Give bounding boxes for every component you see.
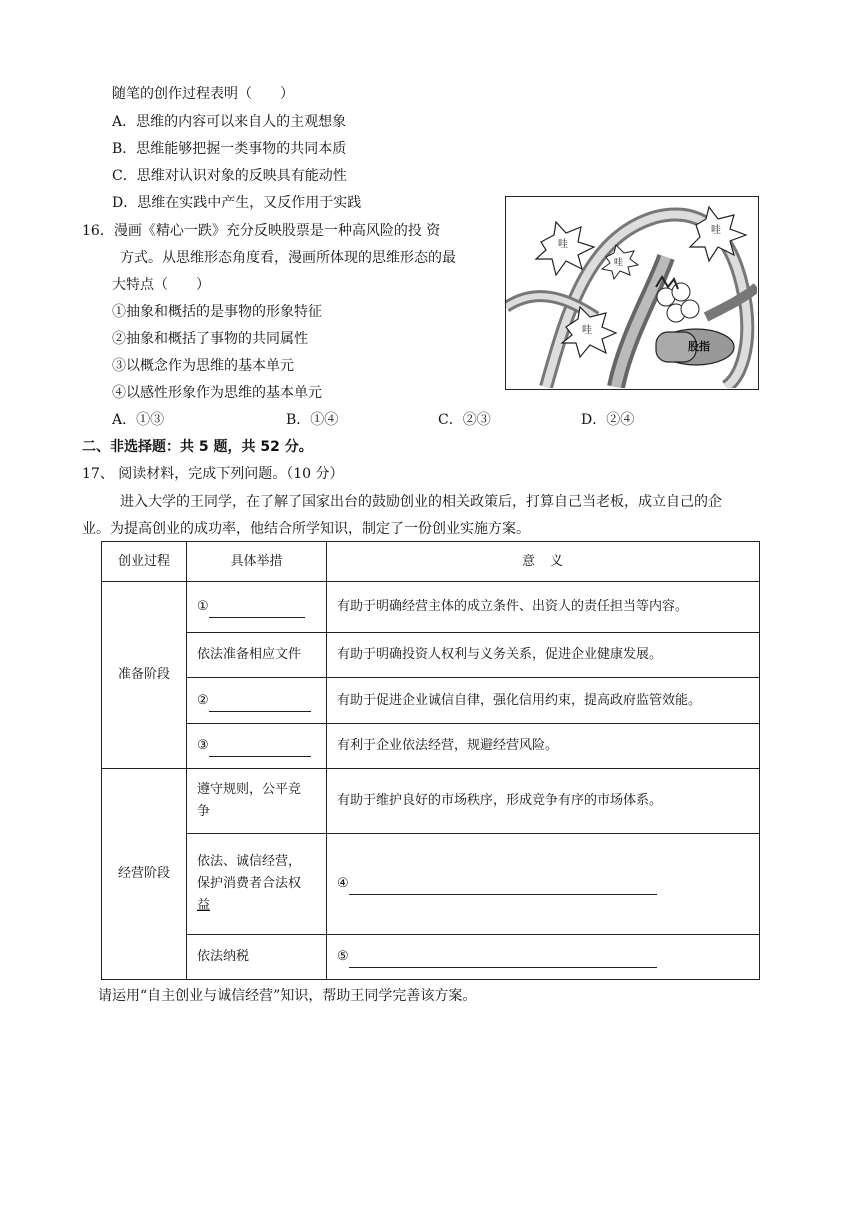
q17-prompt: 请运用“自主创业与诚信经营”知识，帮助王同学完善该方案。 (98, 988, 477, 1004)
q15-stem: 随笔的创作过程表明（ ） (112, 86, 294, 102)
q15-option-a: A．思维的内容可以来自人的主观想象 (112, 114, 347, 130)
q16-statement-1: ①抽象和概括的是事物的形象特征 (112, 304, 322, 320)
table-row (102, 935, 760, 980)
meaning-cell: 有利于企业依法经营，规避经营风险。 (327, 724, 760, 769)
roller-coaster-comic (505, 196, 759, 390)
table-row (102, 769, 760, 834)
table-header-row (102, 542, 760, 582)
meaning-cell: 有助于促进企业诚信自律，强化信用约束，提高政府监管效能。 (327, 678, 760, 724)
q17-material-line2: 业。为提高创业的成功率，他结合所学知识，制定了一份创业实施方案。 (82, 521, 530, 537)
answer-blank-3[interactable] (209, 740, 311, 757)
answer-blank-1[interactable] (209, 601, 305, 618)
header-process: 创业过程 (102, 542, 187, 582)
q16-statement-3: ③以概念作为思维的基本单元 (112, 358, 294, 374)
q16-stem-line1: 16．漫画《精心一跌》充分反映股票是一种高风险的投 资 (82, 223, 441, 239)
meaning-cell: ④ (327, 834, 760, 935)
header-meaning: 意 义 (327, 542, 760, 582)
header-measures: 具体举措 (187, 542, 327, 582)
q17-title: 17、 阅读材料，完成下列问题。（10 分） (82, 466, 344, 482)
q15-option-b: B．思维能够把握一类事物的共同本质 (112, 141, 347, 157)
table-row (102, 834, 760, 935)
answer-blank-2[interactable] (209, 695, 311, 712)
q16-stem-line2: 方式。从思维形态角度看，漫画所体现的思维形态的最 (120, 250, 456, 266)
comic-bubble-4: 哇 (582, 325, 592, 336)
comic-bubble-2: 哇 (711, 225, 721, 236)
q16-statement-4: ④以感性形象作为思维的基本单元 (112, 385, 322, 401)
stage-operation: 经营阶段 (102, 769, 187, 980)
meaning-cell: ⑤ (327, 935, 760, 980)
table-row (102, 678, 760, 724)
stage-preparation: 准备阶段 (102, 582, 187, 769)
measure-cell: ② (187, 678, 327, 724)
q16-choice-c: C．②③ (438, 412, 491, 428)
meaning-cell: 有助于明确经营主体的成立条件、出资人的责任担当等内容。 (327, 582, 760, 633)
comic-bubble-1: 哇 (558, 239, 568, 250)
table-row (102, 633, 760, 678)
measure-cell: 依法纳税 (187, 935, 327, 980)
measure-cell: ① (187, 582, 327, 633)
q16-choice-a: A．①③ (112, 412, 165, 428)
measure-cell: 依法、诚信经营， 保护消费者合法权 益 (187, 834, 327, 935)
q16-choice-b: B．①④ (286, 412, 339, 428)
measure-cell: 依法准备相应文件 (187, 633, 327, 678)
comic-bubble-3: 哇 (614, 258, 624, 268)
table-row (102, 724, 760, 769)
q16-stem-line3: 大特点（ ） (112, 277, 210, 293)
q15-option-d: D．思维在实践中产生，又反作用于实践 (112, 195, 362, 211)
meaning-cell: 有助于明确投资人权利与义务关系，促进企业健康发展。 (327, 633, 760, 678)
q17-material-line1: 进入大学的王同学，在了解了国家出台的鼓励创业的相关政策后，打算自己当老板，成立自己的企 (120, 494, 722, 510)
answer-blank-4[interactable] (349, 878, 657, 895)
q16-choice-d: D．②④ (581, 412, 635, 428)
measure-cell: 遵守规则，公平竞 争 (187, 769, 327, 834)
meaning-cell: 有助于维护良好的市场秩序，形成竞争有序的市场体系。 (327, 769, 760, 834)
answer-blank-5[interactable] (349, 951, 657, 968)
table-row (102, 582, 760, 633)
q15-option-c: C．思维对认识对象的反映具有能动性 (112, 168, 347, 184)
comic-car-label: 股指 (688, 340, 710, 353)
startup-plan-table (101, 541, 760, 980)
section-heading: 二、非选择题：共 5 题，共 52 分。 (82, 439, 313, 455)
measure-cell: ③ (187, 724, 327, 769)
q16-statement-2: ②抽象和概括了事物的共同属性 (112, 331, 308, 347)
